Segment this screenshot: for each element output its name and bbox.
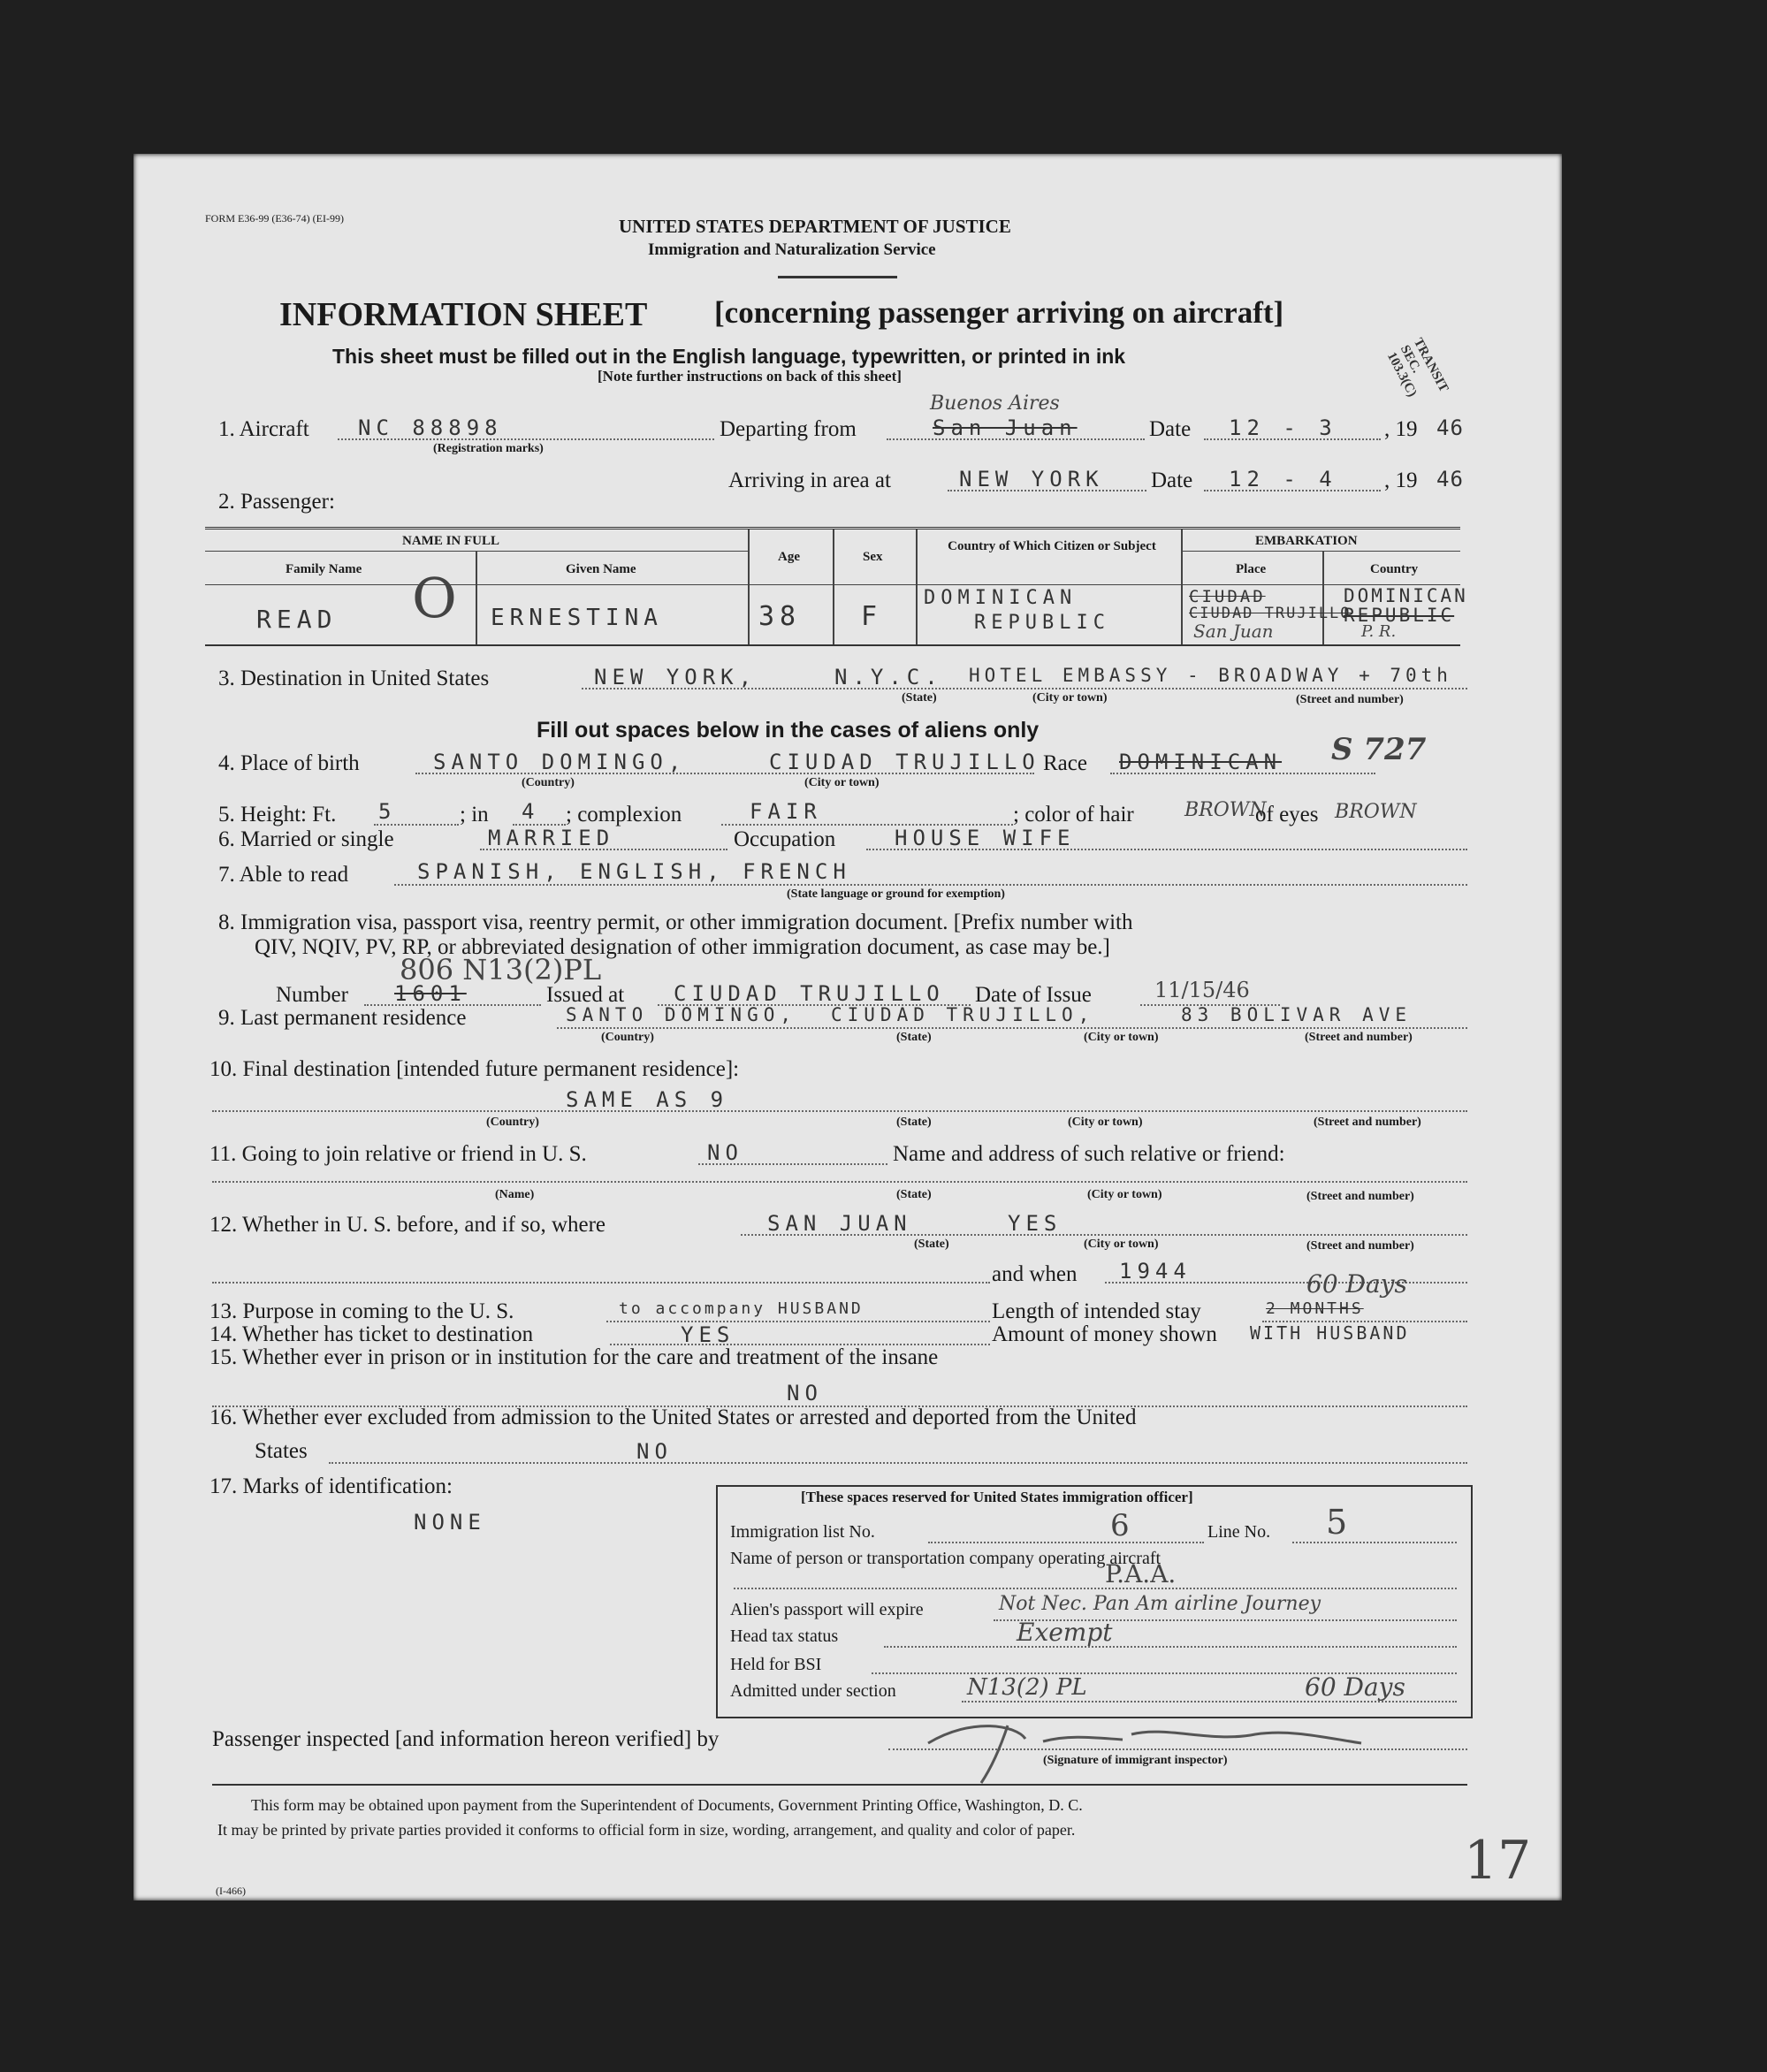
aliens-heading: Fill out spaces below in the cases of aliens only [537,718,1040,743]
q5-ft-line [374,824,459,826]
passenger-family: READ [256,605,338,634]
q1-arr-date: 12 - 4 [1229,467,1337,491]
q3-label: 3. Destination in United States [218,667,490,690]
q10-cap-city: (City or town) [1068,1116,1143,1129]
q14-value: YES [681,1322,735,1347]
q10-label: 10. Final destination [intended future permanent residence]: [209,1057,740,1081]
service: Immigration and Naturalization Service [648,240,936,259]
emb-place-struck: CIUDAD TRUJILLO [1189,605,1352,622]
officer-list-label: Immigration list No. [730,1522,875,1542]
officer-bsi-label: Held for BSI [730,1655,822,1674]
q10-cap-country: (Country) [486,1116,539,1129]
q9-label: 9. Last permanent residence [218,1006,467,1030]
q16-label-l1: 16. Whether ever excluded from admission to the United States or arrested and deported from the United [209,1405,1137,1429]
q7-label: 7. Able to read [218,863,349,887]
q3-street: HOTEL EMBASSY - BROADWAY + 70th [969,665,1452,686]
form-number: FORM E36-99 (E36-74) (EI-99) [205,212,344,225]
q8-label-l1: 8. Immigration visa, passport visa, reentry permit, or other immigration document. [Prefix number with [218,910,1133,934]
q11-line2 [212,1181,1467,1183]
col-place: Place [1236,562,1267,576]
q15-label: 15. Whether ever in prison or in institution for the care and treatment of the insane [209,1345,939,1369]
q9-cap-street: (Street and number) [1305,1031,1413,1044]
q4-label: 4. Place of birth [218,751,360,775]
transit-stamp: TRANSIT SEC. 103.3(C) [1383,336,1451,400]
q10-cap-street: (Street and number) [1314,1116,1421,1129]
q4-race-written: S 727 [1331,732,1427,767]
q5-in: 4 [522,799,540,824]
q13-stay-label: Length of intended stay [992,1299,1201,1323]
q13-value: to accompany HUSBAND [619,1299,864,1318]
q11-name-label: Name and address of such relative or friend: [893,1142,1285,1166]
bottom-code: (I-466) [216,1885,246,1897]
q4-city: CIUDAD TRUJILLO [769,750,1040,774]
q9-cap-country: (Country) [601,1031,654,1044]
note: [Note further instructions on back of this sheet] [598,368,902,385]
emb-place-written: San Juan [1193,621,1274,642]
q11-cap-name: (Name) [495,1188,535,1201]
q5-hair: BROWN [1184,799,1267,821]
q9-country: SANTO DOMINGO, [566,1004,797,1025]
emb-country-l2: REPUBLIC [1344,605,1455,626]
officer-headtax-label: Head tax status [730,1626,839,1646]
q10-value: SAME AS 9 [566,1087,729,1112]
q5-eyes-label: of eyes [1255,803,1319,827]
col-family: Family Name [286,562,362,576]
q4-race: DOMINICAN [1119,750,1283,774]
inspector-signature [919,1708,1379,1787]
footer-l2: It may be printed by private parties provided it conforms to official form in size, wording, arrangement, and quality and color of paper. [217,1821,1076,1839]
officer-admitted-days: 60 Days [1305,1672,1405,1702]
q11-cap-city: (City or town) [1087,1188,1162,1201]
officer-company-line [734,1588,1457,1589]
col-sex: Sex [863,550,883,564]
q5-complexion: FAIR [750,799,822,824]
q4-race-label: Race [1043,751,1087,775]
q14-money-label: Amount of money shown [992,1322,1217,1346]
q8-doi: 11/15/46 [1154,978,1250,1002]
q16-value: NO [636,1439,673,1464]
q5-complexion-label: ; complexion [566,803,682,827]
q3-cap-state: (State) [902,691,937,705]
q8-issued-label: Issued at [546,983,625,1007]
q1-dep-year: 46 [1436,415,1464,440]
officer-passport: Not Nec. Pan Am airline Journey [999,1593,1321,1615]
officer-admitted: N13(2) PL [967,1674,1087,1701]
q12-line2 [212,1282,990,1284]
q14-label: 14. Whether has ticket to destination [209,1322,534,1346]
q1-departing-written: Buenos Aires [930,392,1060,415]
q9-city: CIUDAD TRUJILLO, [831,1004,1095,1025]
q6-occupation-label: Occupation [734,827,836,851]
q5-label: 5. Height: Ft. [218,803,337,827]
instruction: This sheet must be filled out in the English language, typewritten, or printed in ink [332,345,1126,368]
q5-hair-label: ; color of hair [1013,803,1134,827]
q12-yes: YES [1008,1211,1062,1236]
officer-line-line [1292,1542,1457,1543]
q1-departing-label: Departing from [720,417,857,441]
footer-l1: This form may be obtained upon payment from the Superintendent of Documents, Government Printing Office, Washington, D. C. [251,1796,1083,1814]
q5-eyes: BROWN [1335,801,1417,823]
officer-headtax: Exempt [1017,1618,1113,1647]
officer-line-label: Line No. [1207,1522,1271,1542]
q10-line [212,1110,1467,1112]
q1-arriving-label: Arriving in area at [728,468,891,492]
q7-caption: (State language or ground for exemption) [787,887,1005,901]
passenger-citizen-l2: REPUBLIC [974,612,1110,634]
q10-cap-state: (State) [896,1116,932,1129]
q12-cap-state: (State) [914,1238,949,1251]
q8-doi-label: Date of Issue [975,983,1092,1007]
q9-line [557,1027,1467,1029]
col-country: Country of Which Citizen or Subject [948,539,1156,553]
q1-arr-year-prefix: , 19 [1384,468,1418,492]
q11-cap-state: (State) [896,1188,932,1201]
q1-departing-struck: San Juan [933,415,1078,440]
passenger-family-mark: O [412,566,457,630]
q4-cap-country: (Country) [522,776,575,789]
q12-cap-city: (City or town) [1084,1238,1159,1251]
q6-occupation: HOUSE WIFE [895,826,1076,850]
col-given: Given Name [566,562,636,576]
q14-money: WITH HUSBAND [1250,1322,1410,1344]
officer-headtax-line [884,1646,1457,1648]
emb-country-written: P. R. [1361,622,1397,641]
col-name-in-full: NAME IN FULL [402,534,500,548]
q9-cap-city: (City or town) [1084,1031,1159,1044]
q7-value: SPANISH, ENGLISH, FRENCH [417,859,851,884]
officer-company-label: Name of person or transportation company operating aircraft [730,1549,1161,1568]
q6-label: 6. Married or single [218,827,394,851]
page-title: INFORMATION SHEET [279,296,648,333]
emb-place-l1: CIUDAD [1189,587,1266,606]
page-number: 17 [1464,1830,1532,1892]
q1-arr-date-label: Date [1151,468,1193,492]
footer-rule [212,1784,1467,1786]
officer-passport-label: Alien's passport will expire [730,1600,924,1619]
q7-line [394,884,1467,886]
q1-date-label: Date [1149,417,1192,441]
agency: UNITED STATES DEPARTMENT OF JUSTICE [619,216,1011,237]
officer-admitted-label: Admitted under section [730,1681,896,1701]
col-embarkation: EMBARKATION [1255,534,1358,548]
officer-company: P.A.A. [1105,1559,1177,1588]
q9-street: 83 BOLIVAR AVE [1181,1004,1413,1025]
q12-where: SAN JUAN [767,1211,912,1236]
q1-arr-year: 46 [1436,467,1464,491]
q12-when: 1944 [1119,1259,1192,1284]
q17-label: 17. Marks of identification: [209,1474,453,1498]
q2-label: 2. Passenger: [218,490,335,514]
q3-cap-street: (Street and number) [1296,693,1404,706]
q1-label: 1. Aircraft [218,417,309,441]
q3-city: N.Y.C. [834,665,943,689]
q1-arriving: NEW YORK [959,467,1104,491]
q5-in-label: ; in [460,803,489,827]
q8-issued-at: CIUDAD TRUJILLO [674,981,945,1006]
inspected-label: Passenger inspected [and information hereon verified] by [212,1727,720,1751]
q1-aircraft: NC 88898 [358,415,503,440]
q11-label: 11. Going to join relative or friend in U. S. [209,1142,587,1166]
passenger-given: ERNESTINA [491,605,663,631]
q8-label-l2: QIV, NQIV, PV, RP, or abbreviated designation of other immigration document, as case may be.] [255,935,1110,959]
q4-cap-city: (City or town) [804,776,880,789]
q13-stay: 2 MONTHS [1266,1299,1364,1318]
q8-written: 806 N13(2)PL [400,953,602,986]
passenger-sex: F [861,601,883,632]
officer-list-line [928,1542,1204,1543]
q16-label-l2: States [255,1439,308,1463]
title-bracket: [concerning passenger arriving on aircraft] [714,295,1284,330]
signature-caption: (Signature of immigrant inspector) [1043,1754,1228,1767]
officer-box-header: [These spaces reserved for United States immigration officer] [801,1489,1193,1505]
q11-value: NO [707,1140,743,1165]
q12-label: 12. Whether in U. S. before, and if so, where [209,1213,606,1237]
q1-reg-caption: (Registration marks) [433,442,544,455]
q3-cap-city: (City or town) [1032,691,1108,705]
officer-line-no: 5 [1326,1503,1348,1542]
col-age: Age [778,550,800,564]
q1-dep-date: 12 - 3 [1229,415,1337,440]
col-emb-country: Country [1370,562,1419,576]
q8-number-label: Number [276,983,348,1007]
q17-value: NONE [414,1510,486,1535]
q15-value: NO [787,1381,823,1405]
passenger-citizen-l1: DOMINICAN [924,587,1078,609]
q9-cap-state: (State) [896,1031,932,1044]
q16-line [329,1462,1467,1464]
q8-number-struck: 1601 [394,981,467,1006]
passenger-age: 38 [758,601,802,632]
q5-ft: 5 [378,799,397,824]
q4-country: SANTO DOMINGO, [433,750,687,774]
q6-value: MARRIED [488,826,615,850]
header-rule [778,276,897,278]
q3-state: NEW YORK, [594,665,758,689]
q1-year-prefix: , 19 [1384,417,1418,441]
q12-cap-street: (Street and number) [1306,1239,1414,1253]
officer-list-no: 6 [1110,1508,1130,1543]
q11-cap-street: (Street and number) [1306,1190,1414,1203]
emb-country-l1: DOMINICAN [1344,585,1468,606]
q13-line [606,1321,990,1322]
q13-stay-written: 60 Days [1306,1269,1407,1299]
q13-label: 13. Purpose in coming to the U. S. [209,1299,514,1323]
q12-when-label: and when [992,1262,1078,1286]
